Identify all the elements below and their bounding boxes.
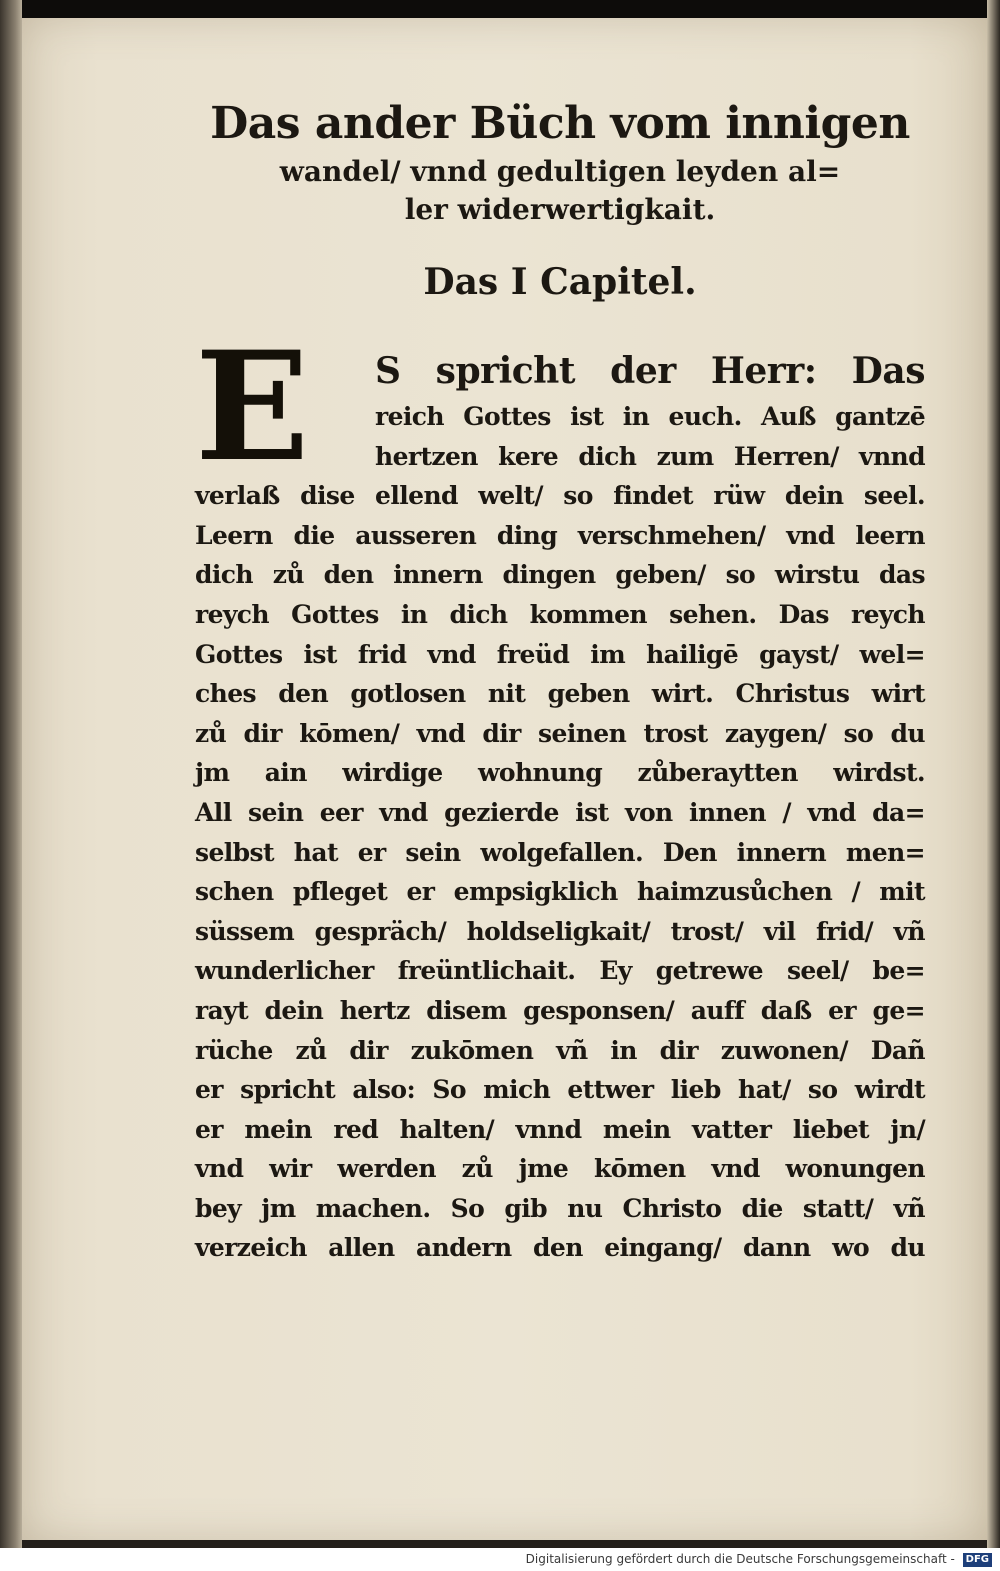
body-line: ches den gotlosen nit geben wirt. Christus wirt xyxy=(195,679,925,709)
body-line: bey jm machen. So gib nu Christo die statt/ vñ xyxy=(195,1193,925,1223)
body-line: schen pfleget er empsigklich haimzusůchen / mit xyxy=(195,877,925,907)
body-line: dich zů den innern dingen geben/ so wirstu das xyxy=(195,560,925,590)
initial-letter: E xyxy=(195,319,310,495)
scan-top-edge xyxy=(0,0,1000,18)
subheading-line: ler widerwertigkait. xyxy=(404,193,716,226)
footer-credit-text: Digitalisierung gefördert durch die Deutsche Forschungsgemeinschaft - xyxy=(525,1552,955,1566)
book-subheading xyxy=(195,153,925,229)
chapter-title: Das I Capitel. xyxy=(423,261,697,303)
body-line: reych Gottes in dich kommen sehen. Das reych xyxy=(195,599,925,629)
body-line: er spricht also: So mich ettwer lieb hat/ so wirdt xyxy=(195,1075,925,1105)
body-line: hertzen kere dich zum Herren/ vnnd xyxy=(375,441,925,471)
book-fore-edge xyxy=(987,0,1000,1571)
body-line: verlaß dise ellend welt/ so findet rüw dein seel. xyxy=(195,481,925,511)
body-line: selbst hat er sein wolgefallen. Den innern men= xyxy=(195,837,925,867)
body-line: Gottes ist frid vnd freüd im hailigē gayst/ wel= xyxy=(195,639,925,669)
decorated-initial xyxy=(195,319,365,495)
book-page xyxy=(22,18,987,1540)
body-line: vnd wir werden zů jme kōmen vnd wonungen xyxy=(195,1154,925,1184)
body-line: rayt dein hertz disem gesponsen/ auff daß er ge= xyxy=(195,995,925,1025)
page-text-block xyxy=(195,95,925,1268)
body-first-line: S spricht der Herr: Das xyxy=(375,350,925,392)
book-spine-edge xyxy=(0,0,22,1571)
body-line: wunderlicher freüntlichait. Ey getrewe seel/ be= xyxy=(195,956,925,986)
body-line: rüche zů dir zukōmen vñ in dir zuwonen/ Dañ xyxy=(195,1035,925,1065)
body-line: reich Gottes ist in euch. Auß gantzē xyxy=(375,402,925,431)
body-line: zů dir kōmen/ vnd dir seinen trost zaygen/ so du xyxy=(195,718,925,748)
book-heading: Das ander Büch vom innigen xyxy=(210,98,910,149)
body-line: jm ain wirdige wohnung zůberaytten wirdst. xyxy=(195,758,925,788)
digitization-footer xyxy=(0,1548,1000,1571)
body-line: er mein red halten/ vnnd mein vatter liebet jn/ xyxy=(195,1114,925,1144)
body-line: Leern die ausseren ding verschmehen/ vnd leern xyxy=(195,520,925,550)
subheading-line: wandel/ vnnd gedultigen leyden al= xyxy=(279,155,841,188)
body-line: süssem gespräch/ holdseligkait/ trost/ vil frid/ vñ xyxy=(195,916,925,946)
body-line: All sein eer vnd gezierde ist von innen / vnd da= xyxy=(195,797,925,827)
body-line: verzeich allen andern den eingang/ dann wo du xyxy=(195,1233,925,1263)
dfg-logo: DFG xyxy=(963,1553,992,1567)
chapter-body xyxy=(195,319,925,1268)
